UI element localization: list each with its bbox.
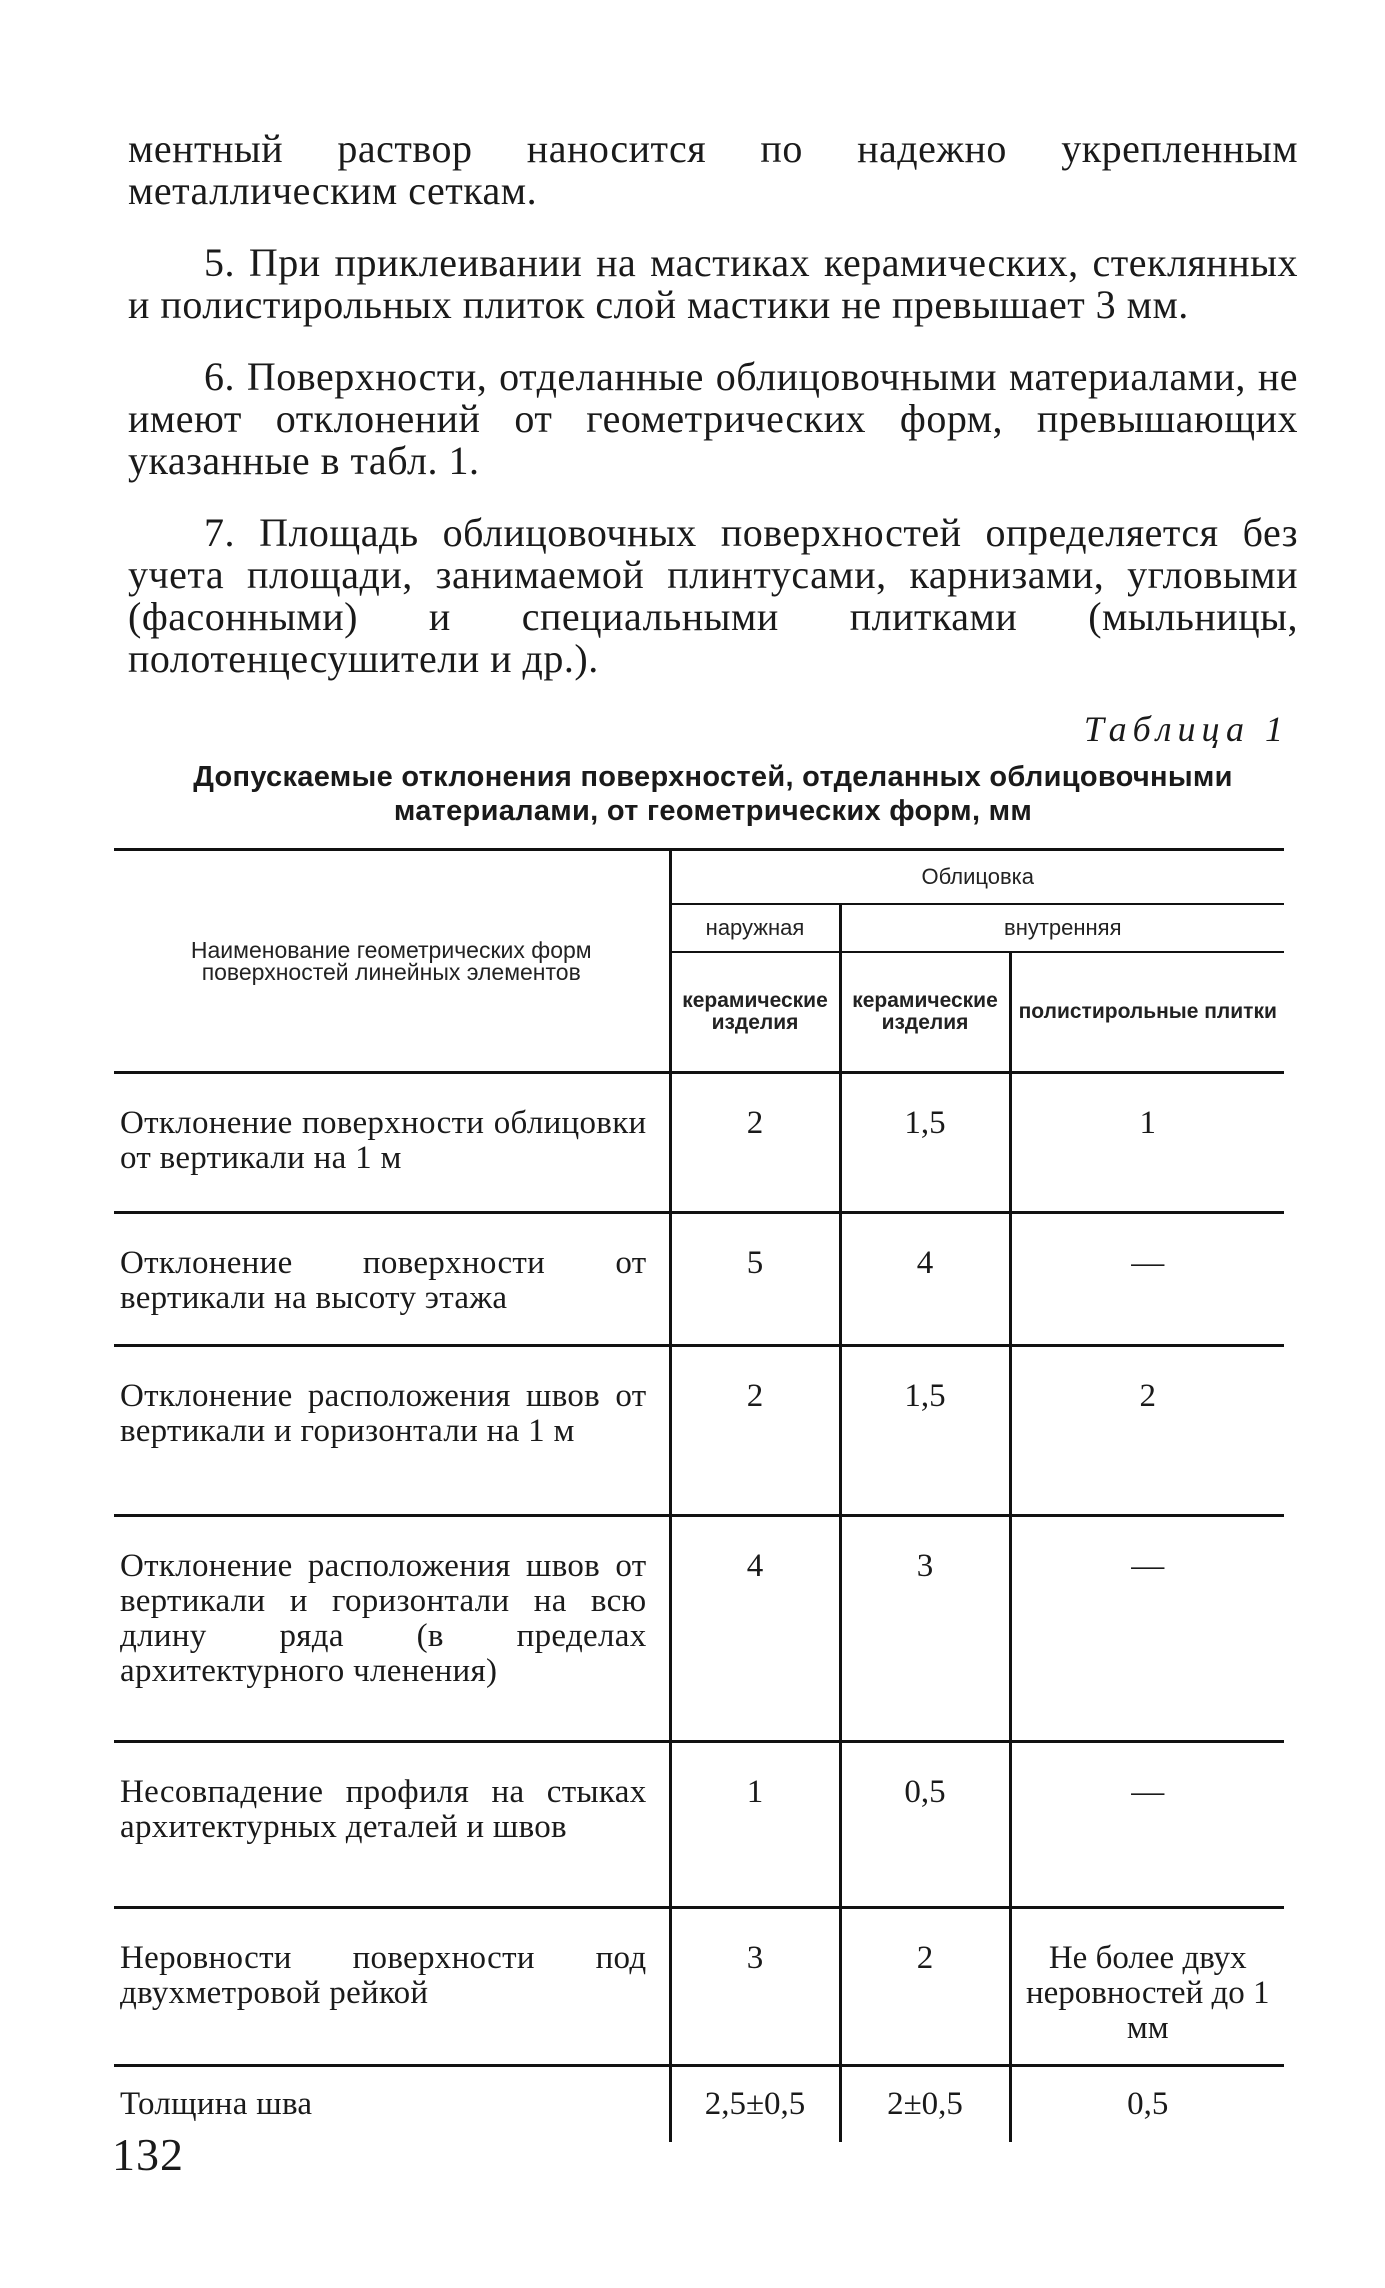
row-name: Неровности поверхности под двухметровой рейкой <box>120 1940 647 2011</box>
table-row <box>114 1346 1284 1516</box>
table-header <box>114 850 1284 1073</box>
row-name: Отклонение расположения швов от вертикали и горизонтали на 1 м <box>120 1378 647 1449</box>
header-outer-ceramic: керамические изделия <box>670 952 840 1073</box>
cell-inner-ceramic: 0,5 <box>840 1742 1010 1908</box>
cell-inner-ceramic: 4 <box>840 1213 1010 1346</box>
cell-outer-ceramic: 5 <box>670 1213 840 1346</box>
table-row <box>114 1213 1284 1346</box>
paragraph-item-7: 7. Площадь облицовочных поверхностей определяется без учета площади, занимаемой плинтусами, карнизами, угловыми (фасонными) и специальными плитками (мыльницы, полотенцесушители и др.). <box>128 510 1298 681</box>
table-title: Допускаемые отклонения поверхностей, отделанных облицовочными материалами, от геометрических форм, мм <box>193 761 1233 827</box>
table-label: Таблица 1 <box>1083 709 1289 749</box>
cell-inner-ceramic: 1,5 <box>840 1346 1010 1516</box>
header-inner-ceramic: керамические изделия <box>840 952 1010 1073</box>
row-name: Отклонение расположения швов от вертикали и горизонтали на всю длину ряда (в пределах архитектурного членения) <box>120 1548 647 1689</box>
cell-polystyrene: 0,5 <box>1010 2066 1284 2142</box>
cell-outer-ceramic: 1 <box>670 1742 840 1908</box>
cell-inner-ceramic: 3 <box>840 1516 1010 1742</box>
cell-outer-ceramic: 3 <box>670 1908 840 2066</box>
table-row <box>114 1516 1284 1742</box>
paragraph-item-5: 5. При приклеивании на мастиках керамических, стеклянных и полистирольных плиток слой мастики не превышает 3 мм. <box>128 240 1298 327</box>
cell-polystyrene: Не более двух неровностей до 1 мм <box>1010 1908 1284 2066</box>
cell-polystyrene: — <box>1010 1516 1284 1742</box>
cell-outer-ceramic: 4 <box>670 1516 840 1742</box>
intro-text <box>128 128 1298 710</box>
header-cladding: Облицовка <box>670 850 1284 905</box>
cell-outer-ceramic: 2,5±0,5 <box>670 2066 840 2142</box>
cell-polystyrene: 2 <box>1010 1346 1284 1516</box>
cell-inner-ceramic: 2 <box>840 1908 1010 2066</box>
row-name: Несовпадение профиля на стыках архитектурных деталей и швов <box>120 1774 647 1845</box>
cell-polystyrene: — <box>1010 1742 1284 1908</box>
cell-polystyrene: — <box>1010 1213 1284 1346</box>
table-body <box>114 1073 1284 2142</box>
cell-inner-ceramic: 2±0,5 <box>840 2066 1010 2142</box>
paragraph-continuation: ментный раствор наносится по надежно укрепленным металлическим сеткам. <box>128 126 1298 213</box>
row-name: Толщина шва <box>120 2086 313 2122</box>
table-row <box>114 1908 1284 2066</box>
paragraph-item-6: 6. Поверхности, отделанные облицовочными материалами, не имеют отклонений от геометрических форм, превышающих указанные в табл. 1. <box>128 354 1298 483</box>
cell-inner-ceramic: 1,5 <box>840 1073 1010 1213</box>
table-row <box>114 1073 1284 1213</box>
tolerance-table-wrapper <box>114 848 1284 2142</box>
header-name: Наименование геометрических форм поверхностей линейных элементов <box>190 937 592 985</box>
header-inner: внутренняя <box>840 904 1284 952</box>
table-row <box>114 2066 1284 2142</box>
cell-outer-ceramic: 2 <box>670 1346 840 1516</box>
page-number: 132 <box>112 2129 184 2180</box>
header-inner-polystyrene: полистирольные плитки <box>1010 952 1284 1073</box>
row-name: Отклонение поверхности облицовки от вертикали на 1 м <box>120 1105 647 1176</box>
row-name: Отклонение поверхности от вертикали на высоту этажа <box>120 1245 647 1316</box>
tolerance-table <box>114 848 1284 2142</box>
cell-outer-ceramic: 2 <box>670 1073 840 1213</box>
table-row <box>114 1742 1284 1908</box>
cell-polystyrene: 1 <box>1010 1073 1284 1213</box>
header-outer: наружная <box>670 904 840 952</box>
